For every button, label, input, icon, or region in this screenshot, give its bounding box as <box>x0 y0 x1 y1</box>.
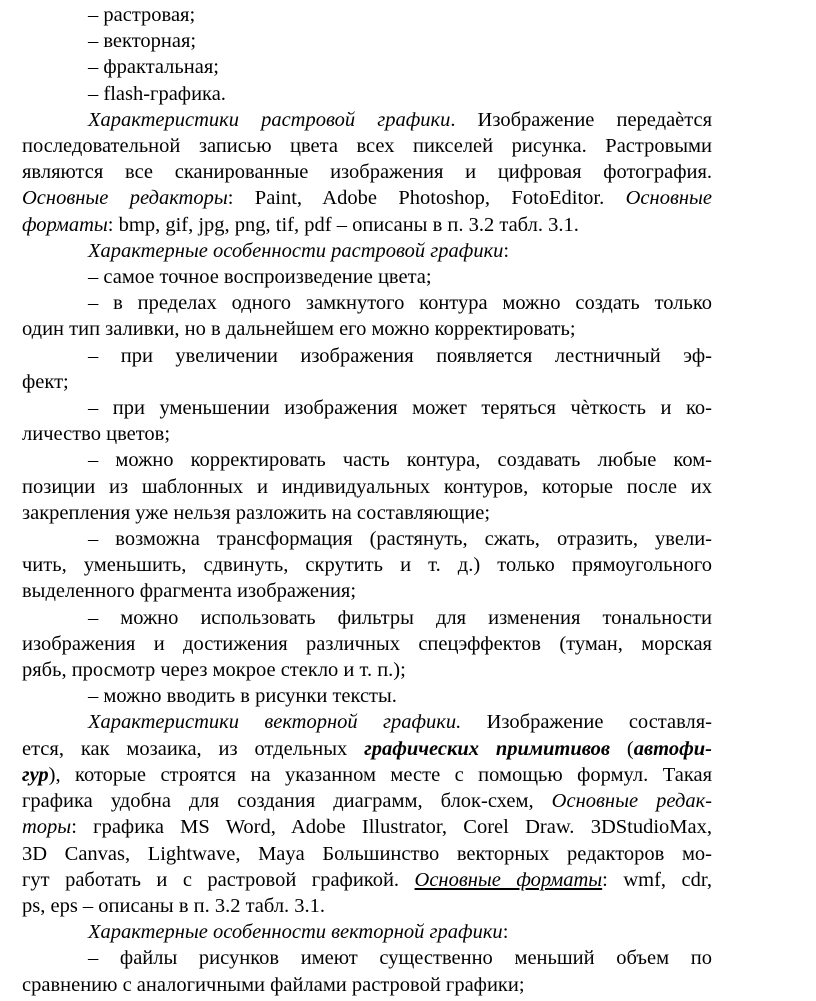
list-item-cont: изображения и достижения различных спецэффектов (туман, морская <box>22 632 712 655</box>
list-item: – самое точное воспроизведение цвета; <box>88 266 432 289</box>
list-item-cont: позиции из шаблонных и индивидуальных контуров, которые после их <box>22 475 712 498</box>
paragraph-text: ется, как мозаика, из отдельных <box>22 737 365 760</box>
formats-label: форматы <box>22 213 108 236</box>
list-item-cont: закрепления уже нельзя разложить на составляющие; <box>22 501 491 524</box>
list-item: – flash-графика. <box>88 82 226 105</box>
paragraph-line: являются все сканированные изображения и цифровая фотография. <box>22 161 712 184</box>
list-item-cont: один тип заливки, но в дальнейшем его можно корректировать; <box>22 318 576 341</box>
paragraph-text: гут работать и с растровой графикой. <box>22 868 415 891</box>
editors-label: Основные редак- <box>551 790 712 813</box>
paragraph-line: последовательной записью цвета всех пикселей рисунка. Растровыми <box>22 135 712 158</box>
vector-features-heading: Характерные особенности векторной графики <box>88 921 503 944</box>
list-item-cont: выделенного фрагмента изображения; <box>22 580 357 603</box>
colon: : <box>503 239 510 262</box>
list-item: – можно вводить в рисунки тексты. <box>88 685 397 708</box>
vector-features <box>22 919 712 998</box>
autoshapes-term: гур <box>22 763 49 786</box>
paragraph-text: ( <box>610 737 634 760</box>
formats-text: : bmp, gif, jpg, png, tif, pdf – описаны в п. 3.2 табл. 3.1. <box>107 213 579 236</box>
list-item-cont: фект; <box>22 370 69 393</box>
colon: : <box>502 921 509 944</box>
autoshapes-term: автофи- <box>633 737 712 760</box>
vector-heading: Характеристики векторной графики. <box>88 711 462 734</box>
paragraph-text: : графика MS Word, Adobe Illustrator, Corel Draw. 3DStudioMax, <box>71 816 712 839</box>
list-item: – при уменьшении изображения может теряться чѐткость и ко- <box>88 397 712 420</box>
raster-features-heading: Характерные особенности растровой графики <box>88 239 504 262</box>
paragraph-text: . Изображение передаѐтся <box>450 108 712 131</box>
primitives-term: графических примитивов <box>364 737 611 760</box>
list-item: – возможна трансформация (растянуть, сжать, отразить, увели- <box>88 528 712 551</box>
paragraph-line: 3D Canvas, Lightwave, Maya Большинство векторных редакторов мо- <box>22 842 712 865</box>
editors-label: Основные редакторы <box>22 187 228 210</box>
list-item: – можно корректировать часть контура, создавать любые ком- <box>88 449 712 472</box>
paragraph-text: графика удобна для создания диаграмм, блок-схем, <box>22 790 552 813</box>
list-item: – фрактальная; <box>88 56 219 79</box>
list-item-cont: сравнению с аналогичными файлами растровой графики; <box>22 973 525 996</box>
formats-label: Основные <box>625 187 712 210</box>
editors-label: торы <box>22 816 72 839</box>
list-item-cont: чить, уменьшить, сдвинуть, скрутить и т. д.) только прямоугольного <box>22 554 712 577</box>
list-item: – векторная; <box>88 30 197 53</box>
graphics-types-list <box>22 2 712 107</box>
paragraph-text: ), которые строятся на указанном месте с помощью формул. Такая <box>48 763 712 786</box>
list-item: – при увеличении изображения появляется лестничный эф- <box>88 344 712 367</box>
editors-text: : Paint, Adobe Photoshop, FotoEditor. <box>227 187 626 210</box>
paragraph-text: : wmf, cdr, <box>602 868 712 891</box>
list-item-cont: личество цветов; <box>22 423 171 446</box>
list-item: – растровая; <box>88 4 196 26</box>
list-item: – в пределах одного замкнутого контура можно создать только <box>88 292 712 315</box>
list-item-cont: рябь, просмотр через мокрое стекло и т. п.); <box>22 659 406 682</box>
raster-heading: Характеристики растровой графики <box>88 108 451 131</box>
paragraph-text: Изображение составля- <box>461 711 712 734</box>
list-item: – файлы рисунков имеют существенно меньший объем по <box>88 947 712 970</box>
raster-characteristics-paragraph <box>22 107 712 238</box>
formats-label: Основные форматы <box>414 868 603 891</box>
list-item: – можно использовать фильтры для изменения тональности <box>88 606 712 629</box>
paragraph-line: ps, eps – описаны в п. 3.2 табл. 3.1. <box>22 894 326 917</box>
raster-features <box>22 238 712 710</box>
vector-characteristics-paragraph <box>22 709 712 919</box>
